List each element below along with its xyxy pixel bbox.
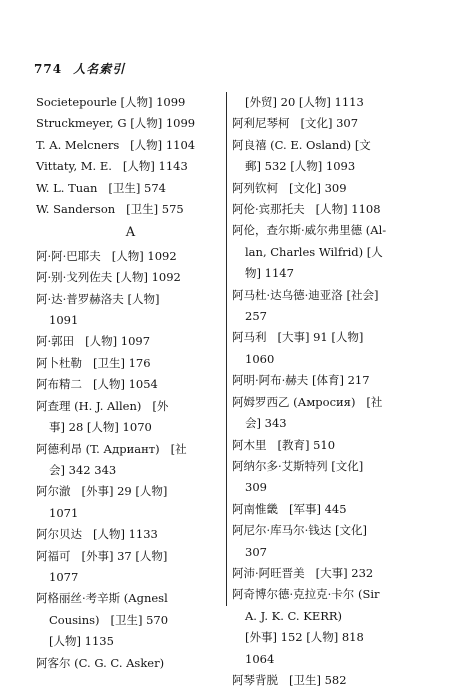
index-entry: 阿客尔 (C. G. C. Asker) xyxy=(36,655,165,670)
index-entry: 阿德利昂 (T. Адриант) [社 xyxy=(36,441,187,456)
index-entry: Cousins) [卫生] 570 xyxy=(49,612,169,627)
index-entry: 阿尔贝达 [人物] 1133 xyxy=(36,527,158,542)
page-header xyxy=(34,60,125,77)
index-entry: 1091 xyxy=(49,313,79,328)
index-entry: A. J. K. C. KERR) xyxy=(245,608,343,623)
index-entry: 阿·郭田 [人物] 1097 xyxy=(36,334,151,349)
index-entry: 阿列钦柯 [文化] 309 xyxy=(232,180,347,195)
index-entry: 阿马杜·达乌德·迪亚洛 [社会] xyxy=(232,287,379,302)
index-entry: 1077 xyxy=(49,569,79,584)
index-entry: 物] 1147 xyxy=(245,266,294,281)
index-entry: W. Sanderson [卫生] 575 xyxy=(36,202,184,217)
index-entry: 阿尼尔·库马尔·钱达 [文化] xyxy=(232,523,367,538)
page-number: 774 xyxy=(34,62,63,76)
index-entry: 阿布精二 [人物] 1054 xyxy=(36,377,158,392)
index-entry: 会] 343 xyxy=(245,416,287,431)
index-entry: 会] 342 343 xyxy=(49,462,117,477)
index-entry: 郵] 532 [人物] 1093 xyxy=(245,159,356,174)
index-entry: 阿利尼琴柯 [文化] 307 xyxy=(232,116,359,131)
index-entry: 1060 xyxy=(245,351,275,366)
section-letter: A xyxy=(125,225,137,241)
index-entry: 309 xyxy=(245,480,267,495)
index-entry: 阿马利 [大事] 91 [人物] xyxy=(232,330,364,345)
index-entry: 阿琴背脱 [卫生] 582 xyxy=(232,672,347,687)
index-entry: 阿木里 [教育] 510 xyxy=(232,437,336,452)
index-entry: T. A. Melcners [人物] 1104 xyxy=(36,137,196,152)
index-entry: Societepourle [人物] 1099 xyxy=(36,95,186,109)
index-entry: 阿福可 [外事] 37 [人物] xyxy=(36,548,168,563)
index-entry: Struckmeyer, G [人物] 1099 xyxy=(36,116,196,131)
index-column-left xyxy=(36,92,226,674)
index-entry: lan, Charles Wilfrid) [人 xyxy=(245,244,383,259)
index-entry: 阿格丽丝·考辛斯 (Agnesl xyxy=(36,591,168,606)
index-entry: 阿·阿·巴耶夫 [人物] 1092 xyxy=(36,248,177,263)
index-entry: 阿沛·阿旺晋美 [大事] 232 xyxy=(232,565,374,580)
index-entry: [人物] 1135 xyxy=(49,634,114,649)
index-entry: Vittaty, M. E. [人物] 1143 xyxy=(36,159,188,174)
index-entry: 307 xyxy=(245,544,267,559)
index-entry: W. L. Tuan [卫生] 574 xyxy=(36,180,166,195)
index-entry: 事] 28 [人物] 1070 xyxy=(49,420,152,435)
index-entry: [外贸] 20 [人物] 1113 xyxy=(245,95,364,109)
index-entry: 阿卜杜勒 [卫生] 176 xyxy=(36,355,151,370)
index-entry: 257 xyxy=(245,309,267,324)
column-divider xyxy=(226,92,227,606)
index-entry: 阿·别·戈列佐夫 [人物] 1092 xyxy=(36,270,181,285)
index-entry: 阿姆罗西乙 (Амросия) [社 xyxy=(232,394,383,409)
index-entry: 1071 xyxy=(49,505,79,520)
index-entry: 阿查理 (H. J. Allen) [外 xyxy=(36,398,169,413)
index-entry: 阿奇博尔德·克拉克·卡尔 (Sir xyxy=(232,587,380,602)
index-entry: 阿良禧 (C. E. Osland) [文 xyxy=(232,137,371,152)
index-entry: 阿纳尔多·艾斯特列 [文化] xyxy=(232,458,364,473)
index-entry: 阿伦，查尔斯·威尔弗里德 (Al- xyxy=(232,223,387,238)
index-entry: 阿南惟畿 [军事] 445 xyxy=(232,501,347,516)
index-entry: [外事] 152 [人物] 818 xyxy=(245,630,364,645)
index-entry: 阿明·阿布·赫夫 [体育] 217 xyxy=(232,373,370,388)
running-title: 人名索引 xyxy=(73,62,126,76)
index-entry: 阿伦·宾那托夫 [人物] 1108 xyxy=(232,202,381,217)
index-entry: 阿尔澈 [外事] 29 [人物] xyxy=(36,484,168,499)
index-entry: 1064 xyxy=(245,651,275,666)
index-column-right xyxy=(232,92,420,691)
index-entry: 阿·达·普罗赫洛夫 [人物] xyxy=(36,291,160,306)
